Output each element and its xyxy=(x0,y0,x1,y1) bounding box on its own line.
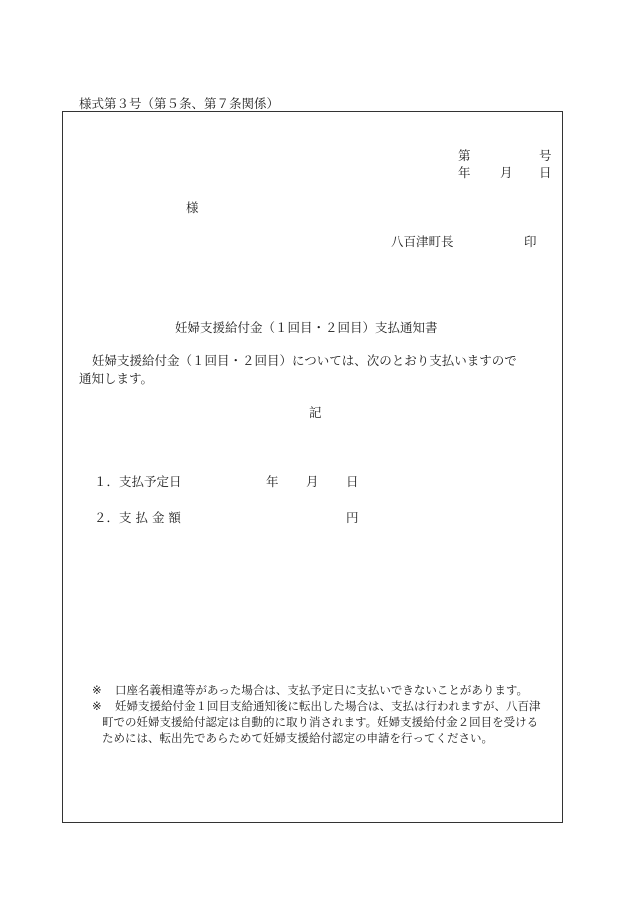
document-title: 妊婦支援給付金（１回目・２回目）支払通知書 xyxy=(175,320,438,335)
note-2-mark: ※ xyxy=(92,699,102,713)
number-suffix: 号 xyxy=(539,148,552,163)
recipient-honorific: 様 xyxy=(186,200,199,215)
date-month: 月 xyxy=(500,165,513,180)
payment-date-year: 年 xyxy=(266,474,279,489)
note-1-mark: ※ xyxy=(92,683,102,697)
payment-date-label: １．支払予定日 xyxy=(94,474,182,489)
issuer-name: 八百津町長 xyxy=(391,234,454,249)
payment-date-day: 日 xyxy=(346,474,359,489)
note-2-line-2: 町での妊婦支援給付認定は自動的に取り消されます。妊婦支援給付金２回目を受ける xyxy=(102,715,539,729)
payment-amount-label: ２．支 払 金 額 xyxy=(94,510,181,525)
body-line-1: 妊婦支援給付金（１回目・２回目）については、次のとおり支払いますので xyxy=(92,353,517,368)
note-1-text: 口座名義相違等があった場合は、支払予定日に支払いできないことがあります。 xyxy=(115,683,528,697)
form-number-label: 様式第３号（第５条、第７条関係） xyxy=(79,96,280,111)
payment-amount-unit: 円 xyxy=(346,510,359,525)
date-day: 日 xyxy=(539,165,552,180)
number-prefix: 第 xyxy=(458,148,471,163)
seal-mark: 印 xyxy=(524,234,537,249)
note-2-line-3: ためには、転出先であらためて妊婦支援給付認定の申請を行ってください。 xyxy=(102,731,493,745)
payment-date-month: 月 xyxy=(306,474,319,489)
date-year: 年 xyxy=(458,165,471,180)
body-line-2: 通知します。 xyxy=(79,371,154,386)
ki-heading: 記 xyxy=(309,405,322,420)
note-2-line-1: 妊婦支援給付金１回目支給通知後に転出した場合は、支払は行われますが、八百津 xyxy=(115,699,541,713)
